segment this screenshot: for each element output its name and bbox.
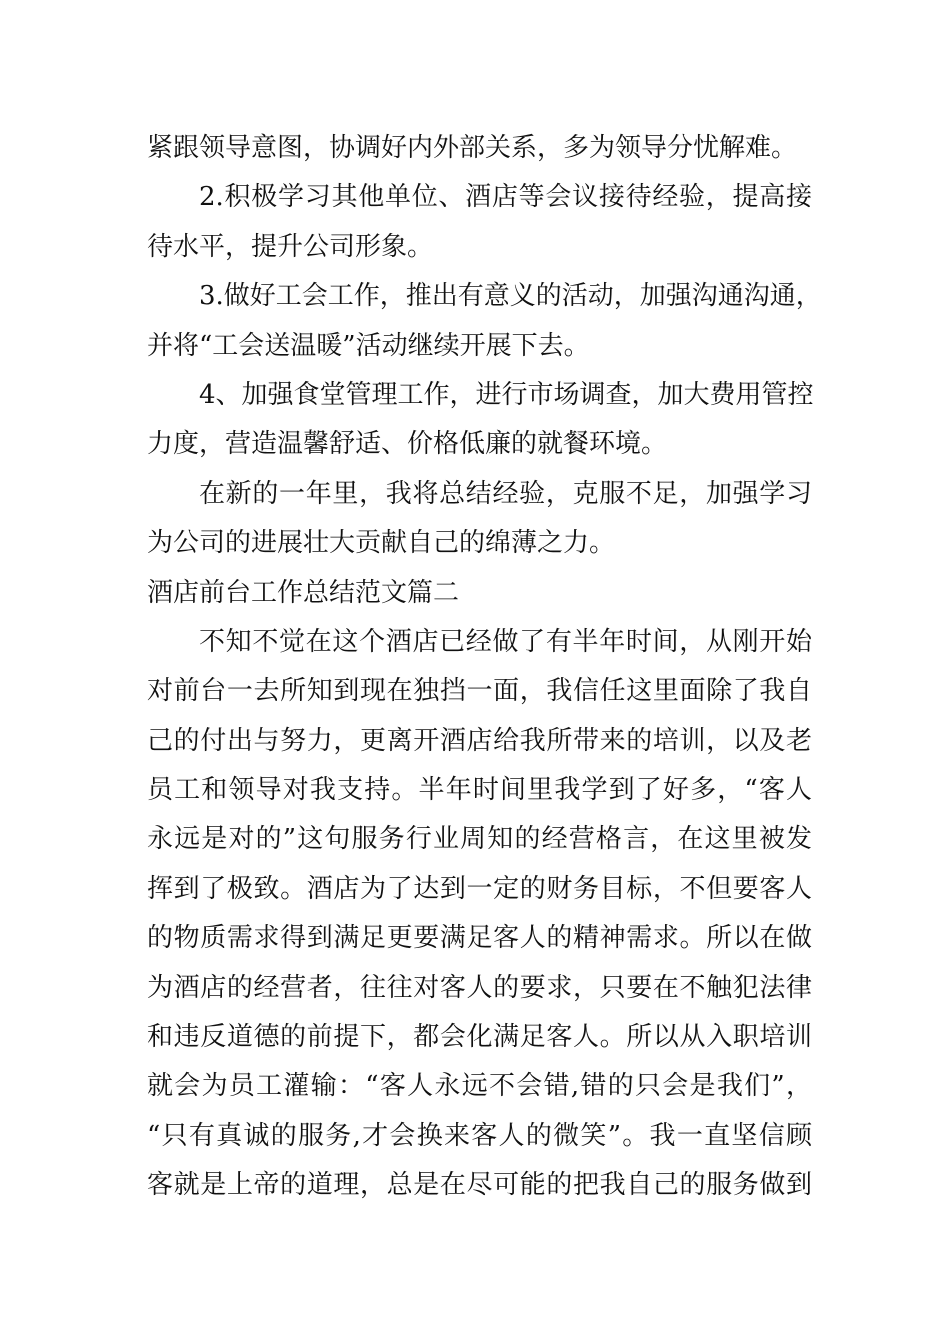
text-line: 为公司的进展壮大贡献自己的绵薄之力。 [147,528,616,559]
text-line: 客就是上帝的道理，总是在尽可能的把我自己的服务做到 [147,1170,812,1201]
text-line: 己的付出与努力，更离开酒店给我所带来的培训，以及老 [147,725,812,756]
text-line: 待水平，提升公司形象。 [147,231,434,262]
text-line: 挥到了极致。酒店为了达到一定的财务目标，不但要客人 [147,873,812,904]
text-line: 和违反道德的前提下，都会化满足客人。所以从入职培训 [147,1022,812,1053]
text-line: 永远是对的”这句服务行业周知的经营格言，在这里被发 [147,824,812,855]
text-line: 力度，营造温馨舒适、价格低廉的就餐环境。 [147,429,668,460]
text-line: 不知不觉在这个酒店已经做了有半年时间，从刚开始 [199,626,812,657]
text-line: 员工和领导对我支持。半年时间里我学到了好多，“客人 [147,775,812,806]
text-line: 对前台一去所知到现在独挡一面，我信任这里面除了我自 [147,676,812,707]
document-body [147,124,822,1211]
text-line: 就会为员工灌输：“客人永远不会错,错的只会是我们”， [147,1071,812,1102]
text-line: 的物质需求得到满足更要满足客人的精神需求。所以在做 [147,923,812,954]
section-heading: 酒店前台工作总结范文篇二 [147,577,460,608]
text-line: 为酒店的经营者，往往对客人的要求，只要在不触犯法律 [147,972,812,1003]
text-line: “只有真诚的服务,才会换来客人的微笑”。我一直坚信顾 [147,1120,812,1151]
text-line: 在新的一年里，我将总结经验，克服不足，加强学习 [199,478,812,509]
text-line: 3.做好工会工作，推出有意义的活动，加强沟通沟通， [199,281,822,312]
text-line: 4、加强食堂管理工作，进行市场调查，加大费用管控 [199,379,814,410]
text-line: 并将“工会送温暖”活动继续开展下去。 [147,330,590,361]
text-line: 紧跟领导意图，协调好内外部关系，多为领导分忧解难。 [147,133,798,163]
text-line: 2.积极学习其他单位、酒店等会议接待经验，提高接 [199,182,812,213]
